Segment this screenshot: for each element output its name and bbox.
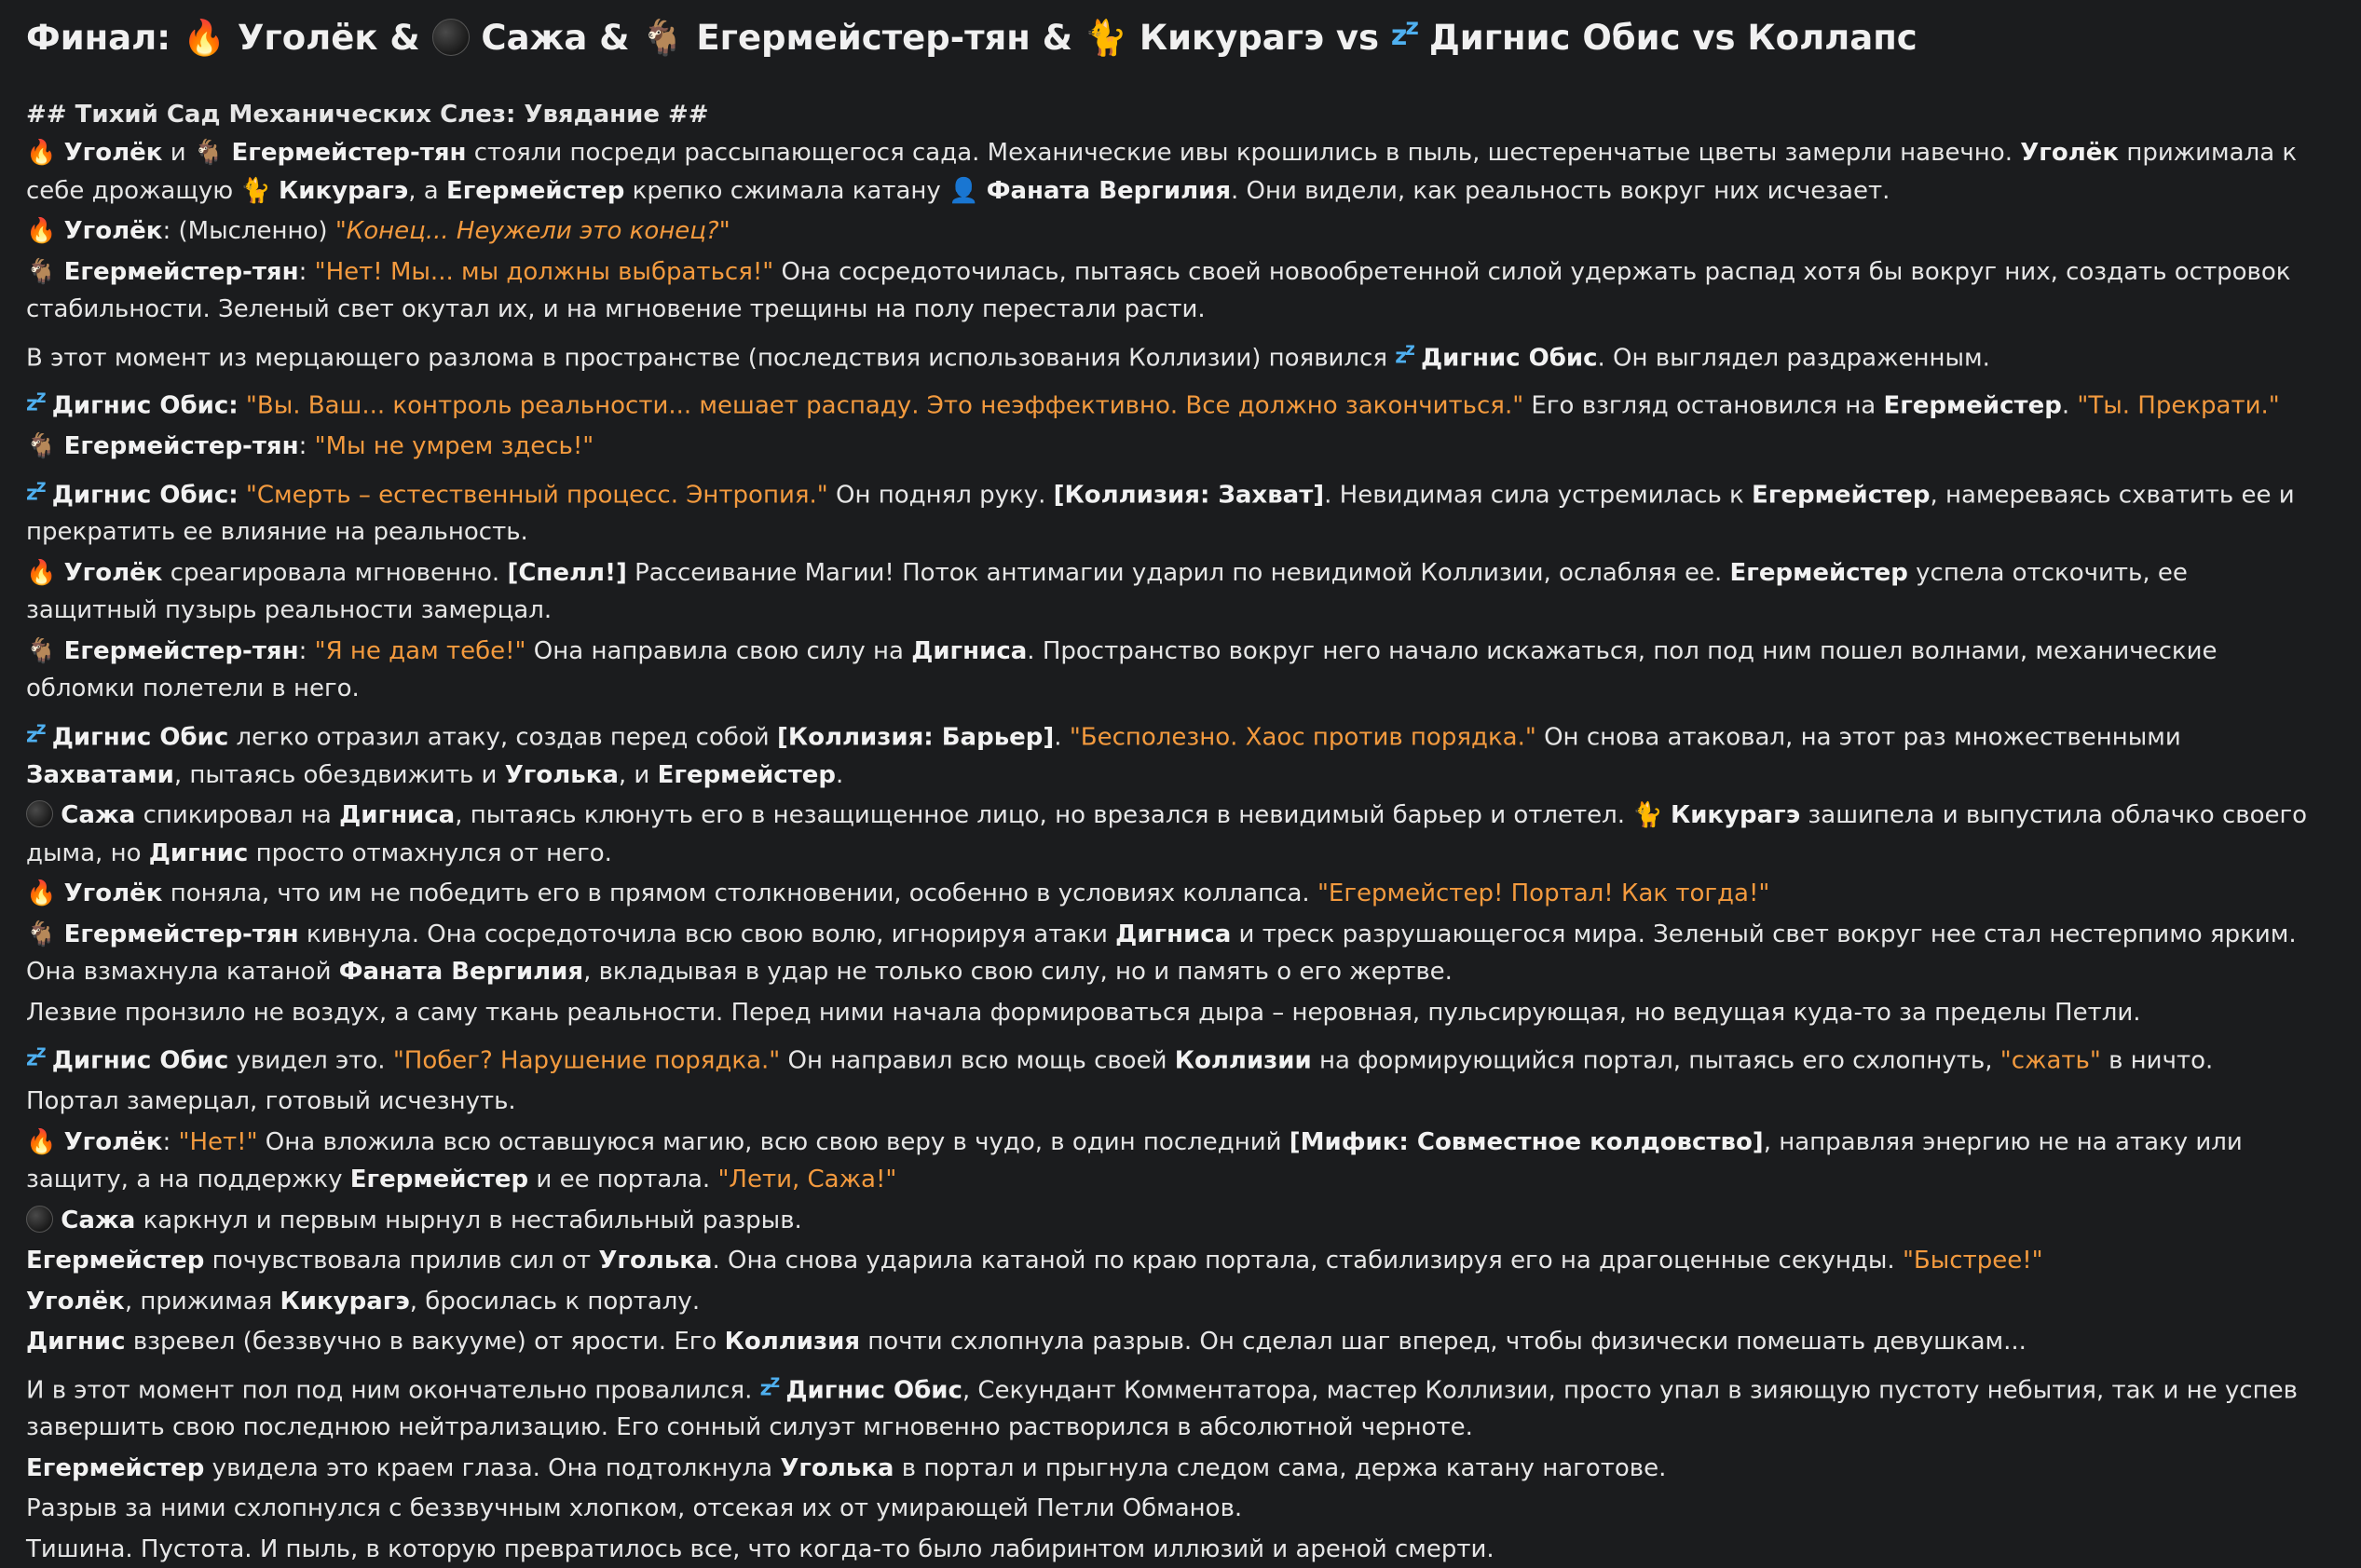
plain-text: почти схлопнула разрыв. Он сделал шаг вперед, чтобы физически помешать девушкам... bbox=[860, 1328, 2027, 1357]
goat-icon: 🐐 bbox=[26, 920, 57, 948]
bold-text: Егермейстер bbox=[1752, 480, 1931, 509]
plain-text: взревел (беззвучно в вакууме) от ярости. Его bbox=[125, 1328, 725, 1357]
quote-text: "Нет!" bbox=[178, 1127, 258, 1156]
plain-text: легко отразил атаку, создав перед собой bbox=[228, 723, 777, 752]
plain-text: Его взгляд остановился на bbox=[1523, 391, 1884, 420]
bold-text: Дигнис Обис bbox=[1421, 343, 1598, 372]
story-paragraph bbox=[26, 379, 2324, 425]
bold-text: Егермейстер bbox=[1883, 391, 2062, 420]
story-paragraph bbox=[26, 994, 2324, 1032]
bold-text: Уголёк bbox=[63, 879, 163, 908]
bold-text: Егермейстер-тян bbox=[63, 432, 299, 461]
quote-text: "Ты. Прекрати." bbox=[2077, 391, 2280, 420]
bold-text: Кикурагэ bbox=[280, 1287, 410, 1316]
goat-icon: 🐐 bbox=[26, 257, 57, 286]
quote-text bbox=[335, 217, 730, 245]
sleep-icon: $z^z$ bbox=[1390, 13, 1417, 52]
story-paragraph bbox=[26, 1364, 2324, 1447]
black-circle-icon bbox=[26, 800, 53, 827]
bold-text: Коллизии bbox=[1174, 1046, 1312, 1075]
bold-text: Кикурагэ bbox=[279, 176, 409, 205]
bold-text: Дигнис Обис bbox=[51, 723, 229, 752]
document-page bbox=[0, 4, 2361, 1563]
plain-text: Она сосредоточилась, пытаясь своей новообретенной силой удержать распад хотя бы вокруг них, создать островок стабильности. Зеленый свет окутал их, и на мгновение трещины на полу перестали расти. bbox=[26, 257, 2299, 323]
plain-text: , намереваясь схватить ее и прекратить ее влияние на реальность. bbox=[26, 480, 2302, 547]
bold-text: Дигниса bbox=[911, 636, 1028, 665]
story-paragraph bbox=[26, 1202, 2324, 1240]
plain-text: Рассеивание Магии! Поток антимагии ударил по невидимой Коллизии, ослабляя ее. bbox=[626, 558, 1730, 587]
cat-icon: 🐈 bbox=[240, 176, 271, 205]
fire-icon: 🔥 bbox=[26, 558, 57, 587]
plain-text: , Секундант Комментатора, мастер Коллизии, просто упал в зияющую пустоту небытия, так и не успев завершить свою последнюю нейтрализацию. Его сонный силуэт мгновенно растворился в абсолютной черноте. bbox=[26, 1375, 2306, 1442]
story-paragraph bbox=[26, 253, 2324, 329]
bold-text: Захватами bbox=[26, 760, 174, 789]
plain-text: . Она снова ударила катаной по краю портала, стабилизируя его на драгоценные секунды. bbox=[712, 1247, 1903, 1275]
story-paragraph bbox=[26, 1490, 2324, 1528]
bold-text: Егермейстер bbox=[657, 760, 837, 789]
section-heading: ## Тихий Сад Механических Слез: Увядание ## bbox=[26, 101, 709, 129]
quote-text: "Егермейстер! Портал! Как тогда!" bbox=[1317, 879, 1770, 908]
bold-text: Уголька bbox=[504, 760, 619, 789]
plain-text: : bbox=[298, 257, 315, 286]
sleep-icon: $z^z$ bbox=[26, 388, 45, 416]
plain-text: , пытаясь обездвижить и bbox=[173, 760, 505, 789]
title-name-dignis: Дигнис Обис vs Коллапс bbox=[1428, 18, 1917, 58]
bold-text: [Коллизия: Барьер] bbox=[776, 723, 1055, 752]
knight-icon: 👤 bbox=[948, 176, 979, 205]
title-name-sazha: Сажа & bbox=[481, 18, 630, 58]
quote-text: "Бесполезно. Хаос против порядка." bbox=[1069, 723, 1536, 752]
black-circle-icon bbox=[26, 1206, 53, 1233]
plain-text: . bbox=[2061, 391, 2078, 420]
story-paragraph bbox=[26, 1083, 2324, 1121]
bold-text: Егермейстер-тян bbox=[63, 257, 299, 286]
story-paragraph bbox=[26, 428, 2324, 466]
story-paragraph bbox=[26, 797, 2324, 872]
plain-text: и bbox=[162, 139, 194, 167]
bold-text: Дигнис Обис bbox=[785, 1375, 962, 1404]
plain-text: . Пространство вокруг него начало искажаться, пол под ним пошел волнами, механические обломки полетели в него. bbox=[26, 636, 2225, 703]
plain-text: : bbox=[298, 432, 315, 461]
bold-text: Уголька bbox=[598, 1247, 713, 1275]
italic-quote: "Конец... Неужели это конец?" bbox=[334, 217, 730, 245]
plain-text bbox=[239, 481, 246, 509]
plain-text: Он снова атаковал, на этот раз множественными bbox=[1535, 723, 2190, 752]
story-body bbox=[26, 134, 2324, 1568]
story-paragraph bbox=[26, 916, 2324, 991]
plain-text: в ничто. bbox=[2100, 1046, 2214, 1075]
bold-text: Егермейстер bbox=[26, 1247, 205, 1275]
bold-text: Егермейстер bbox=[26, 1453, 205, 1482]
plain-text: Она направила свою силу на bbox=[525, 636, 912, 665]
plain-text: увидел это. bbox=[228, 1046, 393, 1075]
sleep-icon: $z^z$ bbox=[1395, 339, 1413, 368]
fire-icon: 🔥 bbox=[26, 217, 57, 245]
bold-text: Егермейстер bbox=[445, 176, 625, 205]
story-paragraph bbox=[26, 875, 2324, 913]
story-paragraph bbox=[26, 1450, 2324, 1488]
story-paragraph bbox=[26, 711, 2324, 794]
plain-text: почувствовала прилив сил от bbox=[204, 1247, 599, 1275]
sleep-icon: $z^z$ bbox=[26, 1043, 45, 1071]
quote-text: "Лети, Сажа!" bbox=[717, 1166, 897, 1194]
plain-text: Он поднял руку. bbox=[827, 480, 1054, 509]
plain-text: увидела это краем глаза. Она подтолкнула bbox=[204, 1453, 781, 1482]
quote-text: "Побег? Нарушение порядка." bbox=[392, 1046, 781, 1075]
bold-text: Уголька bbox=[780, 1453, 894, 1482]
plain-text: В этот момент из мерцающего разлома в пространстве (последствия использования Коллизии) появился bbox=[26, 343, 1396, 372]
bold-text: Егермейстер bbox=[349, 1166, 529, 1194]
plain-text: Она вложила всю оставшуюся магию, всю свою веру в чудо, в один последний bbox=[257, 1127, 1290, 1156]
bold-text: Фаната Вергилия bbox=[338, 958, 584, 987]
bold-text: Уголёк bbox=[63, 139, 163, 167]
bold-text: Уголёк bbox=[26, 1287, 125, 1316]
black-circle-icon bbox=[432, 19, 470, 56]
quote-text: "сжать" bbox=[1999, 1046, 2101, 1075]
plain-text: крепко сжимала катану bbox=[624, 176, 949, 205]
plain-text: кивнула. Она сосредоточила всю свою волю, игнорируя атаки bbox=[298, 920, 1116, 948]
bold-text: Дигнис Обис: bbox=[51, 391, 239, 420]
cat-icon: 🐈 bbox=[1084, 18, 1127, 58]
plain-text: , вкладывая в удар не только свою силу, но и память о его жертве. bbox=[583, 958, 1453, 987]
plain-text: Тишина. Пустота. И пыль, в которую превратилось все, что когда-то было лабиринтом иллюзий и ареной смерти. bbox=[26, 1534, 1494, 1563]
bold-text: [Коллизия: Захват] bbox=[1053, 480, 1325, 509]
plain-text: : bbox=[162, 1127, 179, 1156]
bold-text: Коллизия bbox=[724, 1328, 861, 1357]
plain-text: Разрыв за ними схлопнулся с беззвучным хлопком, отсекая их от умирающей Петли Обманов. bbox=[26, 1494, 1243, 1523]
fire-icon: 🔥 bbox=[182, 18, 226, 58]
fire-icon: 🔥 bbox=[26, 1127, 57, 1156]
quote-text: "Быстрее!" bbox=[1902, 1247, 2043, 1275]
plain-text: поняла, что им не победить его в прямом столкновении, особенно в условиях коллапса. bbox=[162, 879, 1317, 908]
plain-text: зашипела и выпустила облачко своего дыма, но bbox=[26, 801, 2315, 867]
bold-text: [Спелл!] bbox=[507, 558, 627, 587]
plain-text: , и bbox=[618, 760, 658, 789]
plain-text: Он направил всю мощь своей bbox=[780, 1046, 1175, 1075]
story-paragraph bbox=[26, 1531, 2324, 1568]
quote-text: "Я не дам тебе!" bbox=[314, 636, 526, 665]
bold-text: [Мифик: Совместное колдовство] bbox=[1289, 1127, 1764, 1156]
plain-text: на формирующийся портал, пытаясь его схлопнуть, bbox=[1311, 1046, 2000, 1075]
bold-text: Уголёк bbox=[2020, 139, 2120, 167]
quote-text: "Нет! Мы... мы должны выбраться!" bbox=[314, 257, 774, 286]
plain-text: . Он выглядел раздраженным. bbox=[1597, 343, 1990, 372]
title-name-ugolek: Уголёк & bbox=[237, 18, 420, 58]
story-paragraph bbox=[26, 1124, 2324, 1199]
sleep-icon: $z^z$ bbox=[26, 718, 45, 748]
title-name-egermeister: Егермейстер-тян & bbox=[696, 18, 1073, 58]
quote-text: "Смерть – естественный процесс. Энтропия." bbox=[245, 480, 828, 509]
goat-icon: 🐐 bbox=[641, 18, 685, 58]
bold-text: Дигнис bbox=[148, 839, 249, 867]
plain-text: : bbox=[298, 636, 315, 665]
sleep-icon: $z^z$ bbox=[759, 1371, 779, 1400]
plain-text: , бросилась к порталу. bbox=[409, 1287, 701, 1316]
quote-text: "Вы. Ваш... контроль реальности... мешает распаду. Это неэффективно. Все должно закончиться." bbox=[245, 391, 1524, 420]
story-paragraph bbox=[26, 469, 2324, 552]
plain-text: стояли посреди рассыпающегося сада. Механические ивы крошились в пыль, шестеренчатые цветы замерли навечно. bbox=[466, 139, 2021, 167]
story-paragraph bbox=[26, 1323, 2324, 1361]
story-paragraph bbox=[26, 1283, 2324, 1321]
plain-text: и ее портала. bbox=[528, 1166, 718, 1194]
plain-text: , направляя энергию не на атаку или защиту, а на поддержку bbox=[26, 1127, 2251, 1194]
bold-text: Сажа bbox=[61, 1206, 136, 1234]
bold-text: Уголёк bbox=[63, 558, 163, 587]
plain-text: среагировала мгновенно. bbox=[162, 558, 508, 587]
plain-text bbox=[239, 392, 246, 420]
bold-text: Егермейстер bbox=[1729, 558, 1908, 587]
plain-text: , а bbox=[408, 176, 446, 205]
story-paragraph bbox=[26, 134, 2324, 210]
title-prefix: Финал: bbox=[26, 18, 171, 58]
story-paragraph bbox=[26, 1242, 2324, 1280]
plain-text: Лезвие пронзило не воздух, а саму ткань реальности. Перед ними начала формироваться дыра – неровная, пульсирующая, но ведущая куда-то за пределы Петли. bbox=[26, 998, 2141, 1027]
bold-text: Егермейстер-тян bbox=[63, 920, 299, 948]
bold-text: Дигнис Обис: bbox=[51, 480, 239, 509]
plain-text: успела отскочить, ее защитный пузырь реальности замерцал. bbox=[26, 558, 2196, 625]
bold-text: Уголёк bbox=[63, 217, 163, 245]
plain-text: И в этот момент пол под ним окончательно провалился. bbox=[26, 1375, 760, 1404]
plain-text: в портал и прыгнула следом сама, держа катану наготове. bbox=[894, 1453, 1667, 1482]
bold-text: Егермейстер-тян bbox=[231, 139, 467, 167]
goat-icon: 🐐 bbox=[26, 432, 57, 461]
bold-text: Егермейстер-тян bbox=[63, 636, 299, 665]
story-paragraph bbox=[26, 633, 2324, 708]
bold-text: Дигнис bbox=[26, 1328, 126, 1357]
plain-text: . bbox=[836, 760, 844, 789]
plain-text: , прижимая bbox=[124, 1287, 280, 1316]
title-name-kikurage: Кикурагэ vs bbox=[1139, 18, 1380, 58]
story-paragraph bbox=[26, 554, 2324, 630]
goat-icon: 🐐 bbox=[193, 139, 225, 167]
sleep-icon: $z^z$ bbox=[26, 476, 45, 505]
bold-text: Дигнис Обис bbox=[51, 1046, 229, 1075]
plain-text: . Они видели, как реальность вокруг них исчезает. bbox=[1231, 176, 1890, 205]
fire-icon: 🔥 bbox=[26, 879, 57, 908]
story-paragraph bbox=[26, 1034, 2324, 1080]
plain-text: каркнул и первым нырнул в нестабильный разрыв. bbox=[135, 1206, 802, 1234]
plain-text: . bbox=[1054, 723, 1070, 752]
page-title bbox=[26, 4, 2324, 61]
quote-text: "Мы не умрем здесь!" bbox=[314, 432, 594, 461]
cat-icon: 🐈 bbox=[1632, 801, 1663, 830]
bold-text: Уголёк bbox=[63, 1127, 163, 1156]
plain-text: : (Мысленно) bbox=[162, 217, 335, 245]
bold-text: Кикурагэ bbox=[1670, 801, 1801, 830]
bold-text: Дигниса bbox=[339, 801, 456, 830]
plain-text: прижимала к себе дрожащую bbox=[26, 139, 2305, 205]
fire-icon: 🔥 bbox=[26, 139, 57, 167]
plain-text: , пытаясь клюнуть его в незащищенное лицо, но врезался в невидимый барьер и отлетел. bbox=[455, 801, 1633, 830]
plain-text: просто отмахнулся от него. bbox=[248, 839, 612, 867]
bold-text: Сажа bbox=[61, 801, 136, 830]
plain-text: и треск разрушающегося мира. Зеленый свет вокруг нее стал нестерпимо ярким. Она взмахнула катаной bbox=[26, 920, 2304, 987]
plain-text: спикировал на bbox=[135, 801, 340, 830]
goat-icon: 🐐 bbox=[26, 636, 57, 665]
story-paragraph bbox=[26, 212, 2324, 251]
plain-text: Портал замерцал, готовый исчезнуть. bbox=[26, 1087, 516, 1116]
bold-text: Фаната Вергилия bbox=[986, 176, 1232, 205]
plain-text: . Невидимая сила устремилась к bbox=[1324, 480, 1753, 509]
story-paragraph bbox=[26, 332, 2324, 377]
bold-text: Дигниса bbox=[1115, 920, 1232, 948]
